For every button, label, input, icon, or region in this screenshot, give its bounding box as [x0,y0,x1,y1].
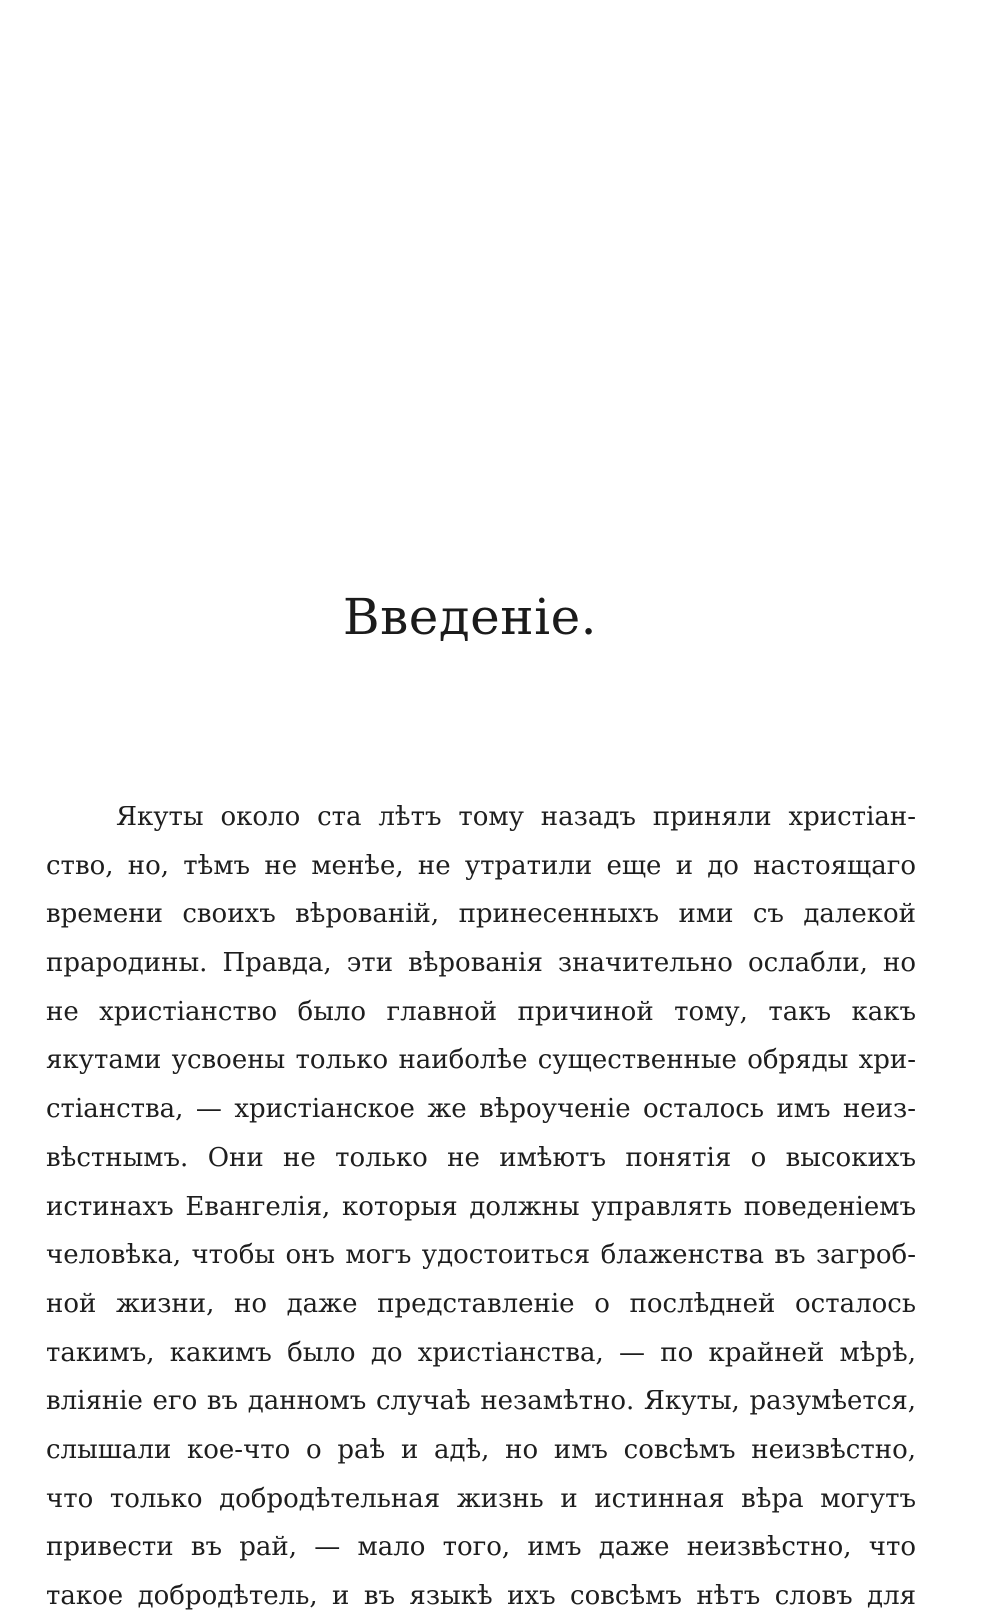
text-line: привести въ рай, — мало того, имъ даже неизвѣстно, что [46,1532,916,1563]
text-line: такое добродѣтель, и въ языкѣ ихъ совсѣмъ нѣтъ словъ для [46,1581,916,1611]
text-line: Якуты около ста лѣтъ тому назадъ приняли христіан- [116,802,916,832]
text-line: слышали кое-что о раѣ и адѣ, но имъ совсѣмъ неизвѣстно, [46,1434,916,1465]
body-paragraph [46,793,916,1621]
text-line: прародины. Правда, эти вѣрованія значительно ослабли, но [46,948,916,979]
text-line: ной жизни, но даже представленіе о послѣдней осталось [46,1288,916,1319]
text-line: истинахъ Евангелія, которыя должны управлять поведеніемъ [46,1191,916,1222]
text-line: не христіанство было главной причиной тому, такъ какъ [46,996,916,1027]
text-line: что только добродѣтельная жизнь и истинная вѣра могутъ [46,1483,916,1514]
text-line: времени своихъ вѣрованій, принесенныхъ ими съ далекой [46,899,916,930]
chapter-title: Введеніе. [342,588,598,646]
text-line: такимъ, какимъ было до христіанства, — по крайней мѣрѣ, [46,1337,916,1368]
text-line: стіанства, — христіанское же вѣроученіе осталось имъ неиз- [46,1094,916,1125]
text-line: вѣстнымъ. Они не только не имѣютъ понятія о высокихъ [46,1142,916,1173]
text-line: ство, но, тѣмъ не менѣе, не утратили еще и до настоящаго [46,850,916,881]
text-line: якутами усвоены только наиболѣе существенные обряды хри- [46,1045,916,1076]
text-line: вліяніе его въ данномъ случаѣ незамѣтно. Якуты, разумѣется, [46,1386,916,1417]
text-line: человѣка, чтобы онъ могъ удостоиться блаженства въ загроб- [46,1240,916,1271]
